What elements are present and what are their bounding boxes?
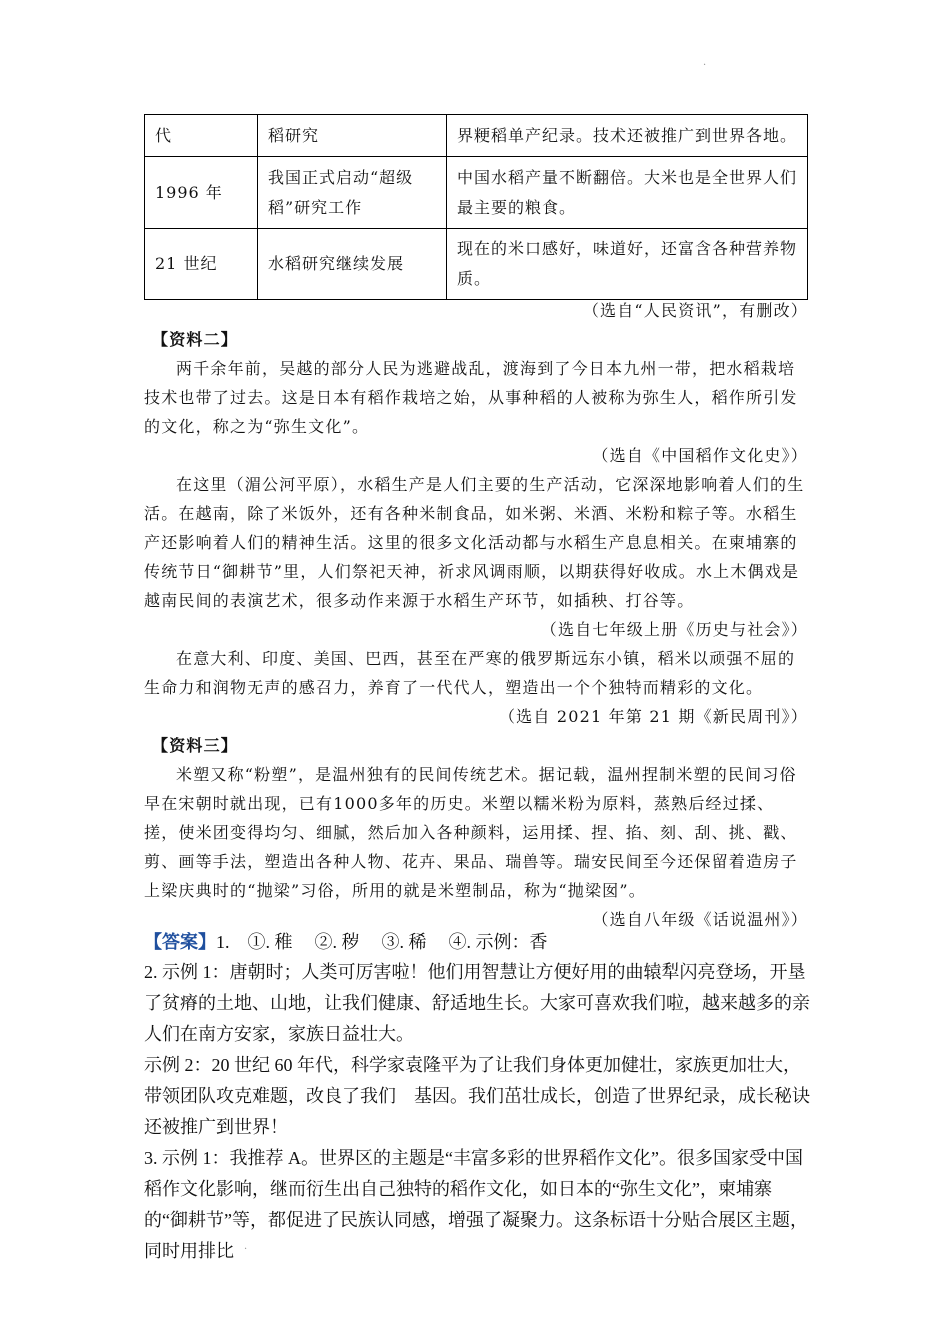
answer-section [144,928,814,1267]
table-cell-result: 中国水稻产量不断翻倍。大米也是全世界人们最主要的粮食。 [447,157,808,229]
page-mark-top: · [703,60,707,71]
paragraph: 在这里（湄公河平原），水稻生产是人们主要的生产活动，它深深地影响着人们的生活。在越南，除了米饭外，还有各种米制食品，如米粥、米酒、米粉和粽子等。水稻生产还影响着人们的精神生活。这里的很多文化活动都与水稻生产息息相关。在柬埔寨的传统节日“御耕节”里，人们祭祀天神，祈求风调雨顺，以期获得好收成。水上木偶戏是越南民间的表演艺术，很多动作来源于水稻生产环节，如插秧、打谷等。 [144,475,805,610]
material-block [144,296,808,934]
rice-history-table [144,114,808,300]
table-cell-result: 现在的米口感好，味道好，还富含各种营养物质。 [447,229,808,300]
table-row [145,157,808,229]
q1-option: ①. 稚 [247,932,293,952]
page-mark-bottom: · [244,1244,248,1255]
q1-option: ④. 示例：香 [448,932,548,952]
source-citation: （选自“人民资讯”，有删改） [582,301,808,320]
q1-option: ②. 秽 [314,932,360,952]
answer-tag: 【答案】 [144,932,216,952]
table-row [145,115,808,157]
source-citation: （选自七年级上册《历史与社会》） [540,620,808,639]
source-citation: （选自 2021 年第 21 期《新民周刊》） [498,707,808,726]
paragraph: 米塑又称“粉塑”，是温州独有的民间传统艺术。据记载，温州捏制米塑的民间习俗早在宋朝时就出现，已有1000多年的历史。米塑以糯米粉为原料，蒸熟后经过揉、搓，使米团变得均匀、细腻，然后加入各种颜料，运用揉、捏、掐、刻、刮、挑、戳、剪、画等手法，塑造出各种人物、花卉、果品、瑞兽等。瑞安民间至今还保留着造房子上梁庆典时的“抛梁”习俗，所用的就是米塑制品，称为“抛梁囡”。 [144,765,798,900]
paragraph: 在意大利、印度、美国、巴西，甚至在严寒的俄罗斯远东小镇，稻米以顽强不屈的生命力和润物无声的感召力，养育了一代代人，塑造出一个个独特而精彩的文化。 [144,649,796,697]
paragraph: 两千余年前，吴越的部分人民为逃避战乱，渡海到了今日本九州一带，把水稻栽培技术也带了过去。这是日本有稻作栽培之始，从事种稻的人被称为弥生人，稻作所引发的文化，称之为“弥生文化”。 [144,359,798,436]
table-cell-event: 水稻研究继续发展 [258,229,447,300]
source-citation: （选自《中国稻作文化史》） [592,446,808,465]
section-heading: 【资料二】 [152,330,239,349]
table-cell-era: 21 世纪 [145,229,258,300]
table-cell-era: 1996 年 [145,157,258,229]
answer-q2-example-1: 2. 示例 1：唐朝时；人类可厉害啦！他们用智慧让方便好用的曲辕犁闪亮登场，开垦了贫瘠的土地、山地，让我们健康、舒适地生长。大家可喜欢我们啦，越来越多的亲人们在南方安家，家族日益壮大。 [144,962,810,1044]
answer-q2-example-2: 示例 2：20 世纪 60 年代，科学家袁隆平为了让我们身体更加健壮，家族更加壮大，带领团队攻克难题，改良了我们 基因。我们茁壮成长，创造了世界纪录，成长秘诀还被推广到世界！ [144,1055,810,1137]
table-cell-event: 稻研究 [258,115,447,157]
answer-q1 [144,928,814,957]
q1-number: 1. [216,932,230,952]
table-row [145,229,808,300]
source-citation: （选自八年级《话说温州》） [592,910,808,929]
table-cell-event: 我国正式启动“超级稻”研究工作 [258,157,447,229]
section-heading: 【资料三】 [152,736,239,755]
table-cell-era: 代 [145,115,258,157]
answer-q3-example-1: 3. 示例 1：我推荐 A。世界区的主题是“丰富多彩的世界稻作文化”。很多国家受中国稻作文化影响，继而衍生出自己独特的稻作文化，如日本的“弥生文化”，柬埔寨的“御耕节”等，都促进了民族认同感，增强了凝聚力。这条标语十分贴合展区主题，同时用排比 [144,1148,808,1261]
q1-option: ③. 稀 [381,932,427,952]
table-cell-result: 界粳稻单产纪录。技术还被推广到世界各地。 [447,115,808,157]
